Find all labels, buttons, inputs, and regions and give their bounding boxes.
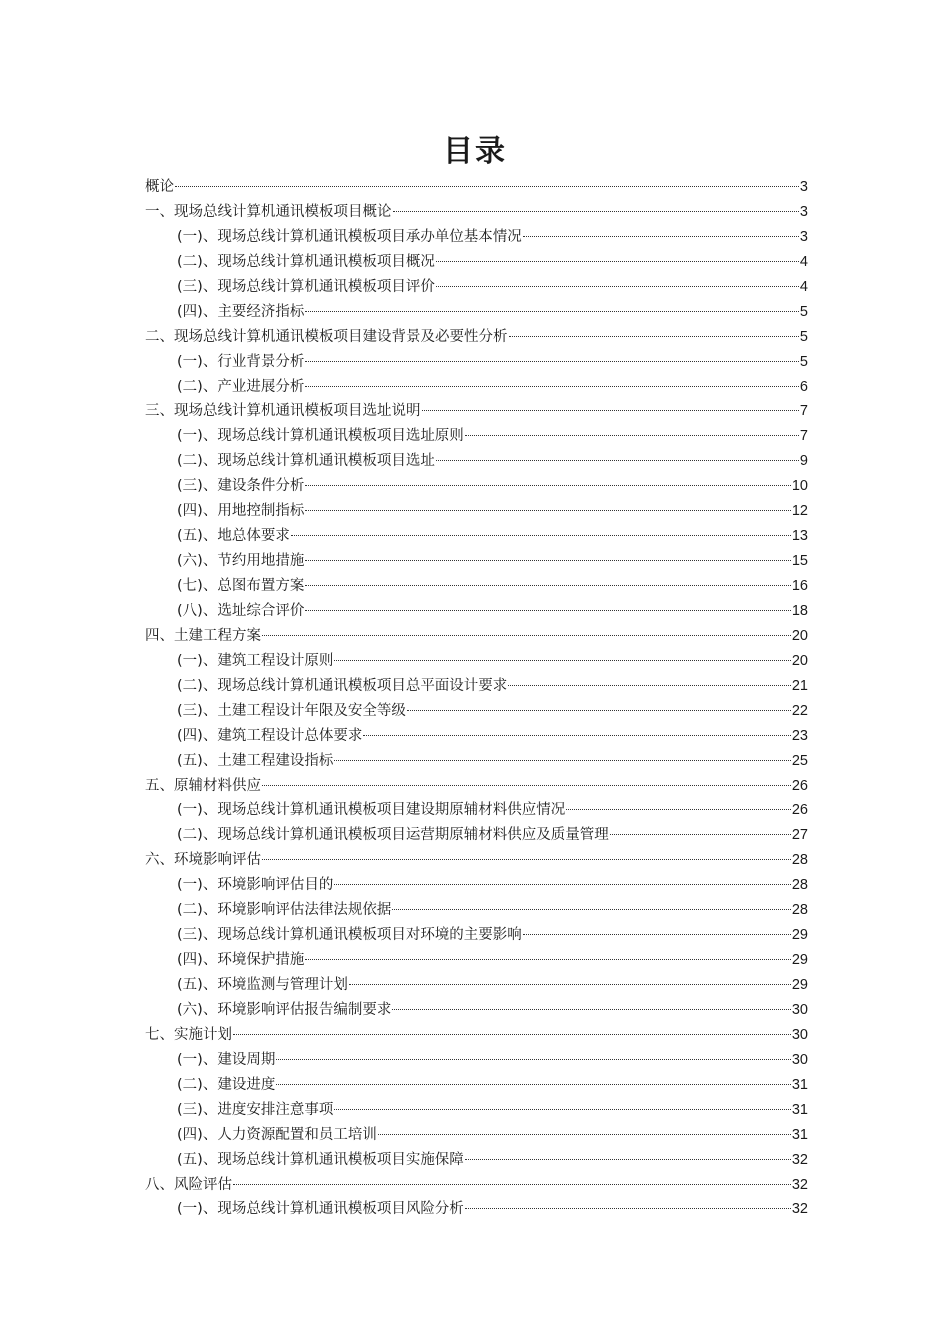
toc-dot-leader	[305, 386, 799, 387]
toc-entry[interactable]	[145, 1048, 808, 1073]
toc-dot-leader	[422, 410, 799, 411]
toc-entry[interactable]	[145, 948, 808, 973]
toc-entry-page-number: 15	[791, 553, 808, 570]
toc-dot-leader	[509, 336, 799, 337]
toc-entry[interactable]	[145, 749, 808, 774]
toc-entry-text: (一)、现场总线计算机通讯模板项目承办单位基本情况	[177, 228, 522, 245]
toc-entry[interactable]	[145, 549, 808, 574]
toc-entry-text: (三)、现场总线计算机通讯模板项目评价	[177, 278, 435, 295]
toc-entry-text: (五)、环境监测与管理计划	[177, 977, 348, 993]
toc-entry-text: (四)、环境保护措施	[177, 952, 305, 969]
toc-entry-page-number: 4	[799, 253, 808, 270]
toc-entry-text: (一)、建设周期	[177, 1051, 276, 1068]
toc-entry-page-number: 5	[799, 328, 808, 345]
toc-dot-leader	[363, 735, 791, 736]
toc-entry[interactable]	[145, 798, 808, 823]
toc-entry-text: (四)、用地控制指标	[177, 503, 305, 520]
toc-dot-leader	[305, 311, 799, 312]
toc-entry-text: (二)、现场总线计算机通讯模板项目总平面设计要求	[177, 677, 508, 694]
toc-entry-page-number: 26	[791, 802, 808, 819]
toc-entry-text: (二)、环境影响评估法律法规依据	[177, 902, 392, 919]
toc-dot-leader	[392, 1009, 791, 1010]
toc-entry-page-number: 21	[791, 677, 808, 694]
toc-entry[interactable]	[145, 674, 808, 699]
toc-entry-page-number: 29	[791, 927, 808, 944]
toc-dot-leader	[436, 261, 799, 262]
toc-dot-leader	[334, 660, 791, 661]
toc-dot-leader	[349, 984, 791, 985]
toc-entry-page-number: 28	[791, 902, 808, 919]
toc-dot-leader	[407, 710, 791, 711]
toc-dot-leader	[276, 1084, 791, 1085]
toc-entry-page-number: 28	[791, 852, 808, 869]
toc-dot-leader	[436, 286, 799, 287]
toc-dot-leader	[566, 809, 791, 810]
toc-entry-page-number: 4	[799, 278, 808, 295]
toc-entry-text: (二)、现场总线计算机通讯模板项目选址	[177, 453, 435, 470]
toc-title: 目录	[443, 134, 507, 169]
toc-dot-leader	[610, 834, 791, 835]
toc-entry-page-number: 27	[791, 827, 808, 844]
toc-dot-leader	[392, 909, 791, 910]
toc-entry-text: (四)、建筑工程设计总体要求	[177, 727, 363, 744]
toc-entry[interactable]	[145, 499, 808, 524]
toc-entry-text: (五)、土建工程建设指标	[177, 752, 334, 769]
toc-entry-page-number: 30	[791, 1051, 808, 1068]
toc-entry-page-number: 31	[791, 1076, 808, 1093]
toc-entry-page-number: 3	[799, 179, 808, 195]
toc-entry-text: (三)、土建工程设计年限及安全等级	[177, 702, 406, 719]
toc-dot-leader	[465, 435, 799, 436]
toc-entry[interactable]	[145, 325, 808, 350]
toc-entry[interactable]	[145, 898, 808, 923]
toc-entry-page-number: 32	[791, 1176, 808, 1193]
toc-entry[interactable]	[145, 375, 808, 400]
toc-entry-text: (一)、现场总线计算机通讯模板项目建设期原辅材料供应情况	[177, 802, 566, 819]
toc-entry[interactable]	[145, 449, 808, 474]
toc-entry-page-number: 10	[791, 478, 808, 495]
toc-entry[interactable]	[145, 923, 808, 948]
toc-dot-leader	[436, 460, 799, 461]
toc-entry-page-number: 31	[791, 1126, 808, 1143]
toc-entry-text: 六、环境影响评估	[145, 852, 261, 869]
toc-entry-page-number: 25	[791, 752, 808, 769]
toc-entry-text: 概论	[145, 179, 174, 195]
toc-entry-page-number: 5	[799, 303, 808, 320]
toc-entry[interactable]	[145, 873, 808, 898]
toc-dot-leader	[276, 1059, 791, 1060]
toc-entry-text: (一)、现场总线计算机通讯模板项目选址原则	[177, 428, 464, 445]
toc-entry[interactable]	[145, 998, 808, 1023]
toc-entry[interactable]	[145, 250, 808, 275]
toc-entry-page-number: 20	[791, 652, 808, 669]
toc-dot-leader	[305, 485, 791, 486]
toc-dot-leader	[508, 685, 791, 686]
toc-dot-leader	[262, 635, 791, 636]
toc-dot-leader	[334, 1109, 791, 1110]
toc-entry-text: 二、现场总线计算机通讯模板项目建设背景及必要性分析	[145, 328, 508, 345]
toc-entry[interactable]	[145, 275, 808, 300]
toc-dot-leader	[233, 1184, 791, 1185]
toc-entry-text: (二)、现场总线计算机通讯模板项目概况	[177, 253, 435, 270]
toc-entry[interactable]	[145, 1023, 808, 1048]
toc-entry-page-number: 29	[791, 952, 808, 969]
toc-entry-page-number: 20	[791, 627, 808, 644]
toc-entry-page-number: 26	[791, 777, 808, 794]
toc-entry-text: (四)、主要经济指标	[177, 303, 305, 320]
toc-dot-leader	[305, 560, 791, 561]
toc-entry[interactable]	[145, 300, 808, 325]
toc-entry-text: (三)、现场总线计算机通讯模板项目对环境的主要影响	[177, 927, 522, 944]
toc-entry[interactable]	[145, 574, 808, 599]
toc-entry-text: (三)、建设条件分析	[177, 478, 305, 495]
toc-dot-leader	[233, 1034, 791, 1035]
toc-entry-text: (一)、行业背景分析	[177, 353, 305, 370]
toc-entry-text: (八)、选址综合评价	[177, 602, 305, 619]
toc-entry-text: 一、现场总线计算机通讯模板项目概论	[145, 203, 392, 220]
toc-entry-text: 四、土建工程方案	[145, 627, 261, 644]
toc-entry-page-number: 30	[791, 1001, 808, 1018]
toc-entry[interactable]	[145, 1098, 808, 1123]
toc-entry[interactable]	[145, 350, 808, 375]
toc-entry-text: (二)、产业进展分析	[177, 378, 305, 395]
toc-entry[interactable]	[145, 175, 808, 200]
toc-entry[interactable]	[145, 200, 808, 225]
toc-entry-page-number: 18	[791, 602, 808, 619]
toc-entry-page-number: 29	[791, 977, 808, 993]
toc-list	[145, 175, 808, 1222]
toc-dot-leader	[262, 785, 791, 786]
toc-entry[interactable]	[145, 524, 808, 549]
toc-entry-text: (二)、现场总线计算机通讯模板项目运营期原辅材料供应及质量管理	[177, 827, 609, 844]
toc-dot-leader	[262, 859, 791, 860]
toc-entry-page-number: 6	[799, 378, 808, 395]
toc-entry-text: (五)、现场总线计算机通讯模板项目实施保障	[177, 1151, 464, 1168]
toc-dot-leader	[175, 186, 799, 187]
toc-entry-page-number: 22	[791, 702, 808, 719]
toc-entry[interactable]	[145, 474, 808, 499]
toc-entry-text: (二)、建设进度	[177, 1076, 276, 1093]
toc-entry-page-number: 7	[799, 403, 808, 420]
toc-entry-text: (一)、现场总线计算机通讯模板项目风险分析	[177, 1201, 464, 1218]
toc-entry-text: (七)、总图布置方案	[177, 578, 305, 594]
toc-entry[interactable]	[145, 399, 808, 424]
toc-entry[interactable]	[145, 1123, 808, 1148]
toc-entry[interactable]	[145, 624, 808, 649]
toc-entry-text: 三、现场总线计算机通讯模板项目选址说明	[145, 403, 421, 420]
toc-entry-page-number: 9	[799, 453, 808, 470]
toc-entry-text: (六)、环境影响评估报告编制要求	[177, 1001, 392, 1018]
toc-entry[interactable]	[145, 823, 808, 848]
toc-entry-text: 七、实施计划	[145, 1026, 232, 1043]
toc-dot-leader	[334, 760, 791, 761]
toc-dot-leader	[305, 361, 799, 362]
toc-entry[interactable]	[145, 1148, 808, 1173]
toc-entry-page-number: 12	[791, 503, 808, 520]
toc-dot-leader	[334, 884, 791, 885]
toc-entry-page-number: 31	[791, 1101, 808, 1118]
toc-entry-page-number: 3	[799, 203, 808, 220]
toc-entry[interactable]	[145, 599, 808, 624]
toc-dot-leader	[305, 610, 791, 611]
toc-entry-text: (五)、地总体要求	[177, 528, 290, 545]
toc-entry-text: 五、原辅材料供应	[145, 777, 261, 794]
toc-dot-leader	[393, 211, 799, 212]
toc-dot-leader	[305, 585, 791, 586]
toc-dot-leader	[291, 535, 791, 536]
toc-dot-leader	[465, 1159, 791, 1160]
toc-entry-text: (六)、节约用地措施	[177, 553, 305, 570]
toc-entry[interactable]	[145, 774, 808, 799]
toc-dot-leader	[523, 934, 791, 935]
toc-dot-leader	[305, 959, 791, 960]
toc-dot-leader	[523, 236, 799, 237]
toc-entry-text: (一)、建筑工程设计原则	[177, 652, 334, 669]
toc-dot-leader	[378, 1134, 791, 1135]
toc-entry-page-number: 3	[799, 228, 808, 245]
toc-entry-text: (三)、进度安排注意事项	[177, 1101, 334, 1118]
toc-entry[interactable]	[145, 973, 808, 998]
toc-entry-page-number: 7	[799, 428, 808, 445]
toc-entry[interactable]	[145, 649, 808, 674]
toc-entry[interactable]	[145, 225, 808, 250]
toc-entry-text: (四)、人力资源配置和员工培训	[177, 1126, 377, 1143]
toc-entry[interactable]	[145, 1173, 808, 1198]
toc-entry[interactable]	[145, 848, 808, 873]
toc-entry-page-number: 30	[791, 1026, 808, 1043]
toc-entry[interactable]	[145, 724, 808, 749]
toc-entry-text: (一)、环境影响评估目的	[177, 877, 334, 894]
toc-entry-page-number: 28	[791, 877, 808, 894]
toc-dot-leader	[305, 510, 791, 511]
toc-entry-page-number: 23	[791, 727, 808, 744]
toc-entry[interactable]	[145, 424, 808, 449]
toc-dot-leader	[465, 1208, 791, 1209]
toc-entry-page-number: 32	[791, 1151, 808, 1168]
toc-entry[interactable]	[145, 1197, 808, 1222]
toc-entry-page-number: 32	[791, 1201, 808, 1218]
toc-entry-text: 八、风险评估	[145, 1176, 232, 1193]
toc-entry-page-number: 16	[791, 578, 808, 594]
toc-entry[interactable]	[145, 1073, 808, 1098]
toc-entry-page-number: 5	[799, 353, 808, 370]
toc-entry[interactable]	[145, 699, 808, 724]
toc-entry-page-number: 13	[791, 528, 808, 545]
